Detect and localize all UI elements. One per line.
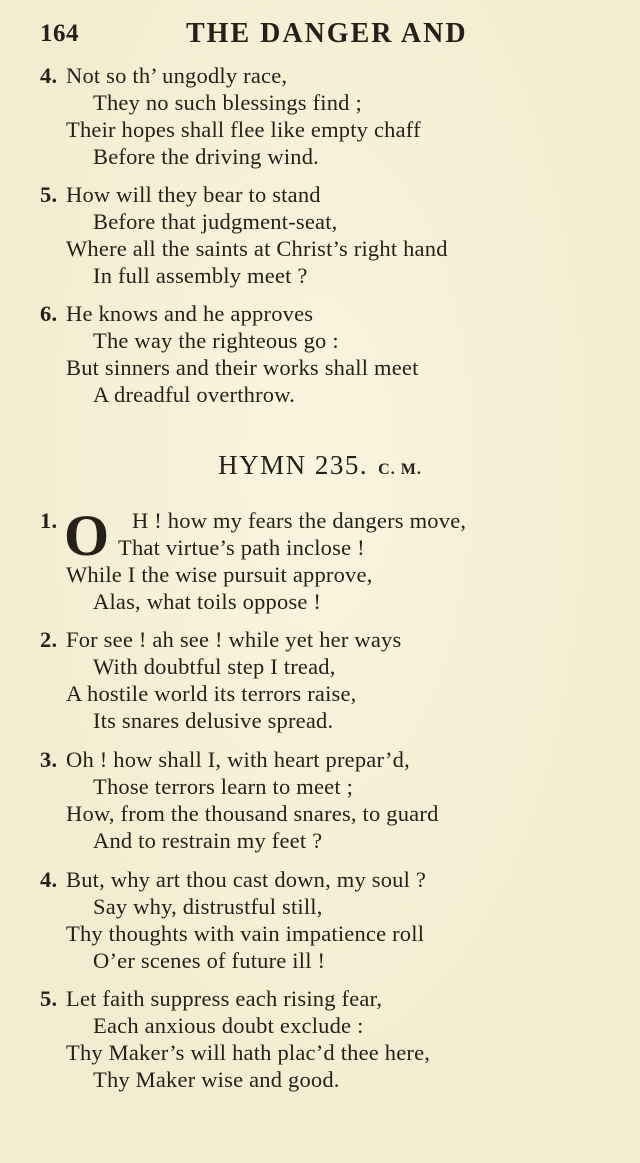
stanza-top-6: [0, 300, 640, 408]
verse-line: Before that judgment-seat,: [93, 209, 338, 234]
hymn-stanza-2: [0, 626, 640, 734]
hymn-stanza-1: [0, 503, 640, 615]
stanza-number: 4.: [40, 63, 58, 88]
verse-line: How will they bear to stand: [66, 182, 321, 207]
stanza-top-4: [0, 62, 640, 170]
page-number: 164: [40, 20, 79, 47]
verse-line: Thy thoughts with vain impatience roll: [66, 921, 425, 946]
running-head: THE DANGER AND: [186, 18, 468, 49]
verse-line: Say why, distrustful still,: [93, 894, 323, 919]
verse-line: Thy Maker wise and good.: [93, 1067, 340, 1092]
hymn-stanza-4: [0, 866, 640, 974]
stanza-number: 5.: [40, 986, 58, 1011]
verse-line: Thy Maker’s will hath plac’d thee here,: [66, 1040, 431, 1065]
verse-line: They no such blessings find ;: [93, 90, 362, 115]
hymn-stanza-5: [0, 985, 640, 1093]
stanza-number: 1.: [40, 508, 58, 533]
stanza-number: 4.: [40, 867, 58, 892]
verse-line: Oh ! how shall I, with heart prepar’d,: [66, 747, 410, 772]
verse-line: Let faith suppress each rising fear,: [66, 986, 383, 1011]
verse-line: And to restrain my feet ?: [93, 828, 323, 853]
verse-line: Their hopes shall flee like empty chaff: [66, 117, 421, 142]
hymn-title: [0, 450, 640, 481]
drop-cap: O: [64, 503, 110, 568]
verse-line: Not so th’ ungodly race,: [66, 63, 288, 88]
page-header: [40, 18, 600, 52]
verse-line: Each anxious doubt exclude :: [93, 1013, 364, 1038]
verse-line: Alas, what toils oppose !: [93, 589, 322, 614]
verse-line: How, from the thousand snares, to guard: [66, 801, 439, 826]
verse-line: The way the righteous go :: [93, 328, 339, 353]
stanza-top-5: [0, 181, 640, 289]
verse-line: In full assembly meet ?: [93, 263, 308, 288]
verse-line: O’er scenes of future ill !: [93, 948, 326, 973]
verse-line: But, why art thou cast down, my soul ?: [66, 867, 427, 892]
hymn-stanza-3: [0, 746, 640, 854]
stanza-number: 2.: [40, 627, 58, 652]
stanza-number: 6.: [40, 301, 58, 326]
verse-line: A hostile world its terrors raise,: [66, 681, 357, 706]
verse-line: Where all the saints at Christ’s right hand: [66, 236, 448, 261]
verse-line: Before the driving wind.: [93, 144, 319, 169]
verse-line: Its snares delusive spread.: [93, 708, 334, 733]
verse-line: Those terrors learn to meet ;: [93, 774, 354, 799]
hymn-meter: C. M.: [378, 461, 422, 478]
verse-line: With doubtful step I tread,: [93, 654, 336, 679]
verse-line: H ! how my fears the dangers move,: [132, 508, 467, 533]
verse-line: But sinners and their works shall meet: [66, 355, 419, 380]
verse-line: He knows and he approves: [66, 301, 314, 326]
verse-line: A dreadful overthrow.: [93, 382, 296, 407]
stanza-number: 5.: [40, 182, 58, 207]
verse-line: For see ! ah see ! while yet her ways: [66, 627, 402, 652]
stanza-number: 3.: [40, 747, 58, 772]
verse-line: That virtue’s path inclose !: [118, 535, 365, 560]
verse-line: While I the wise pursuit approve,: [66, 562, 373, 587]
hymn-number-title: HYMN 235.: [218, 450, 369, 480]
